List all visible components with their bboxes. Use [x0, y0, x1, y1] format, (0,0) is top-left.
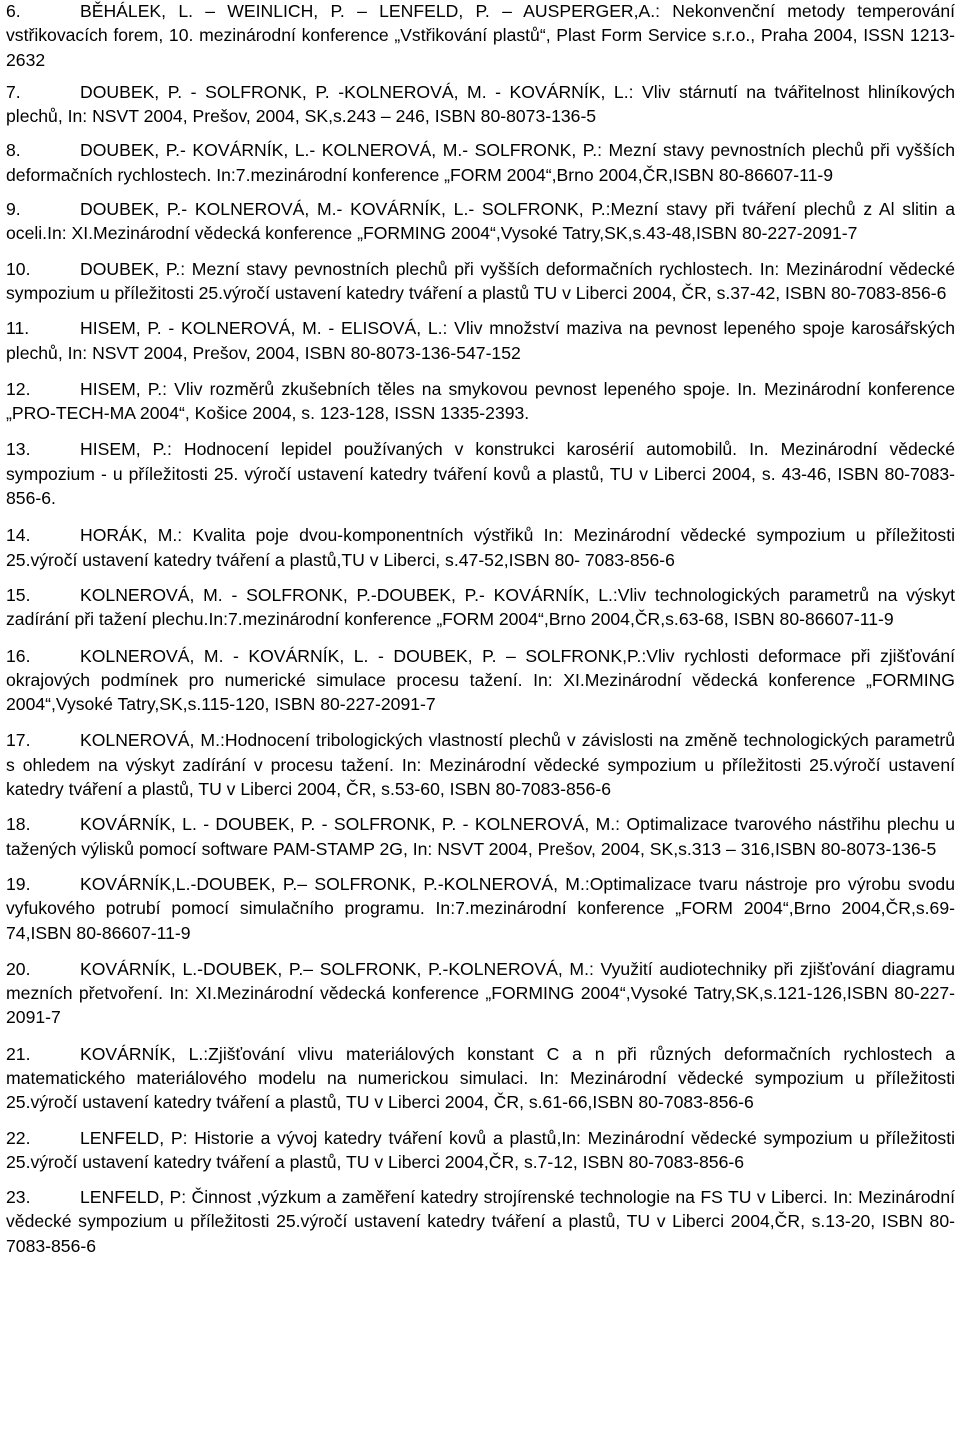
- reference-item: [6, 523, 955, 572]
- reference-item: [6, 583, 955, 632]
- reference-number: 9.: [6, 199, 21, 220]
- reference-item: [6, 0, 955, 72]
- reference-text: HORÁK, M.: Kvalita poje dvou-komponentních výstřiků In: Mezinárodní vědecké sympozium u příležitosti 25.výročí ustavení katedry tváření a plastů,TU v Liberci, s.47-52,ISBN 80- 7083-856-6: [6, 525, 955, 570]
- reference-item: [6, 377, 955, 426]
- reference-text: DOUBEK, P.: Mezní stavy pevnostních plechů při vyšších deformačních rychlostech. In: Mezinárodní vědecké sympozium u příležitosti 25.výročí ustavení katedry tváření a plastů TU v Liberci 2004, ČR, s.37-42, ISBN 80-7083-856-6: [6, 258, 955, 303]
- reference-number: 20.: [6, 958, 31, 979]
- reference-item: [6, 872, 955, 945]
- reference-number: 11.: [6, 318, 30, 339]
- reference-text: KOLNEROVÁ, M.:Hodnocení tribologických vlastností plechů v závislosti na změně technologických parametrů s ohledem na výskyt zadírání v procesu tažení. In: Mezinárodní vědecké sympozium u příležitosti 25.výročí ustavení katedry tváření a plastů, TU v Liberci 2004, ČR, s.53-60, ISBN 80-7083-856-6: [6, 730, 955, 800]
- reference-item: [6, 644, 955, 717]
- reference-number: 16.: [6, 645, 31, 666]
- reference-item: [6, 1185, 955, 1258]
- reference-text: KOLNEROVÁ, M. - KOVÁRNÍK, L. - DOUBEK, P. – SOLFRONK,P.:Vliv rychlosti deformace při zjišťování okrajových podmínek pro numerické simulace procesu tažení. In: XI.Mezinárodní vědecká konference „FORMING 2004“,Vysoké Tatry,SK,s.115-120, ISBN 80-227-2091-7: [6, 645, 955, 715]
- reference-text: DOUBEK, P.- KOVÁRNÍK, L.- KOLNEROVÁ, M.- SOLFRONK, P.: Mezní stavy pevnostních plechů při vyšších deformačních rychlostech. In:7.mezinárodní konference „FORM 2004“,Brno 2004,ČR,ISBN 80-86607-11-9: [6, 140, 955, 185]
- reference-item: [6, 957, 955, 1030]
- reference-number: 6.: [6, 1, 21, 21]
- reference-item: [6, 728, 955, 801]
- reference-item: [6, 1042, 955, 1115]
- reference-number: 8.: [6, 140, 21, 161]
- reference-text: HISEM, P.: Hodnocení lepidel používaných v konstrukci karosérií automobilů. In. Mezinárodní vědecké sympozium - u příležitosti 25. výročí ustavení katedry tváření kovů a plastů, TU v Liberci 2004, s. 43-46, ISBN 80-7083-856-6.: [6, 439, 955, 509]
- reference-number: 13.: [6, 439, 31, 460]
- reference-text: DOUBEK, P. - SOLFRONK, P. -KOLNEROVÁ, M. - KOVÁRNÍK, L.: Vliv stárnutí na tvářitelnost hliníkových plechů, In: NSVT 2004, Prešov, 2004, SK,s.243 – 246, ISBN 80-8073-136-5: [6, 81, 955, 127]
- reference-text: KOLNEROVÁ, M. - SOLFRONK, P.-DOUBEK, P.- KOVÁRNÍK, L.:Vliv technologických parametrů na výskyt zadírání při tažení plechu.In:7.mezinárodní konference „FORM 2004“,Brno 2004,ČR,s.63-68, ISBN 80-86607-11-9: [6, 584, 955, 630]
- reference-item: [6, 316, 955, 365]
- reference-item: [6, 257, 955, 306]
- reference-item: [6, 1126, 955, 1175]
- reference-number: 7.: [6, 81, 21, 102]
- reference-list: [6, 0, 955, 1258]
- reference-text: KOVÁRNÍK,L.-DOUBEK, P.– SOLFRONK, P.-KOLNEROVÁ, M.:Optimalizace tvaru nástroje pro výrobu svodu vyfukového potrubí pomocí simulačního programu. In:7.mezinárodní konference „FORM 2004“,Brno 2004,ČR,s.69-74,ISBN 80-86607-11-9: [6, 873, 955, 943]
- reference-text: DOUBEK, P.- KOLNEROVÁ, M.- KOVÁRNÍK, L.- SOLFRONK, P.:Mezní stavy při tváření plechů z Al slitin a oceli.In: XI.Mezinárodní vědecká konference „FORMING 2004“,Vysoké Tatry,SK,s.43-48,ISBN 80-227-2091-7: [6, 199, 955, 244]
- reference-text: LENFELD, P: Činnost ,výzkum a zaměření katedry strojírenské technologie na FS TU v Liberci. In: Mezinárodní vědecké sympozium u příležitosti 25.výročí ustavení katedry tváření a plastů, TU v Liberci 2004,ČR, s.13-20, ISBN 80-7083-856-6: [6, 1187, 955, 1256]
- reference-text: BĚHÁLEK, L. – WEINLICH, P. – LENFELD, P. – AUSPERGER,A.: Nekonvenční metody temperování vstřikovacích forem, 10. mezinárodní konference „Vstřikování plastů“, Plast Form Service s.r.o., Praha 2004, ISSN 1213-2632: [6, 1, 955, 70]
- reference-number: 17.: [6, 730, 31, 751]
- reference-text: KOVÁRNÍK, L. - DOUBEK, P. - SOLFRONK, P. - KOLNEROVÁ, M.: Optimalizace tvarového nástřihu plechu u tažených výlisků pomocí software PAM-STAMP 2G, In: NSVT 2004, Prešov, 2004, SK,s.313 – 316,ISBN 80-8073-136-5: [6, 814, 955, 859]
- reference-number: 15.: [6, 584, 31, 605]
- reference-text: KOVÁRNÍK, L.-DOUBEK, P.– SOLFRONK, P.-KOLNEROVÁ, M.: Využití audiotechniky při zjišťování diagramu mezních přetvoření. In: XI.Mezinárodní vědecká konference „FORMING 2004“,Vysoké Tatry,SK,s.121-126,ISBN 80-227-2091-7: [6, 958, 955, 1028]
- reference-text: LENFELD, P: Historie a vývoj katedry tváření kovů a plastů,In: Mezinárodní vědecké sympozium u příležitosti 25.výročí ustavení katedry tváření a plastů, TU v Liberci 2004,ČR, s.7-12, ISBN 80-7083-856-6: [6, 1127, 955, 1172]
- reference-number: 14.: [6, 525, 31, 546]
- reference-item: [6, 812, 955, 861]
- reference-number: 18.: [6, 814, 31, 835]
- reference-text: HISEM, P.: Vliv rozměrů zkušebních těles na smykovou pevnost lepeného spoje. In. Mezinárodní konference „PRO-TECH-MA 2004“, Košice 2004, s. 123-128, ISSN 1335-2393.: [6, 378, 955, 424]
- reference-item: [6, 80, 955, 129]
- reference-number: 23.: [6, 1187, 31, 1208]
- reference-item: [6, 197, 955, 246]
- reference-item: [6, 437, 955, 510]
- reference-number: 10.: [6, 258, 31, 279]
- reference-text: KOVÁRNÍK, L.:Zjišťování vlivu materiálových konstant C a n při různých deformačních rychlostech a matematického materiálového modelu na numerickou simulaci. In: Mezinárodní vědecké sympozium u příležitosti 25.výročí ustavení katedry tváření a plastů, TU v Liberci 2004, ČR, s.61-66,ISBN 80-7083-856-6: [6, 1043, 955, 1113]
- reference-number: 22.: [6, 1127, 31, 1148]
- reference-number: 19.: [6, 873, 31, 894]
- reference-text: HISEM, P. - KOLNEROVÁ, M. - ELISOVÁ, L.: Vliv množství maziva na pevnost lepeného spoje karosářských plechů, In: NSVT 2004, Prešov, 2004, ISBN 80-8073-136-547-152: [6, 318, 955, 363]
- reference-number: 21.: [6, 1043, 31, 1064]
- reference-item: [6, 138, 955, 187]
- reference-number: 12.: [6, 378, 31, 399]
